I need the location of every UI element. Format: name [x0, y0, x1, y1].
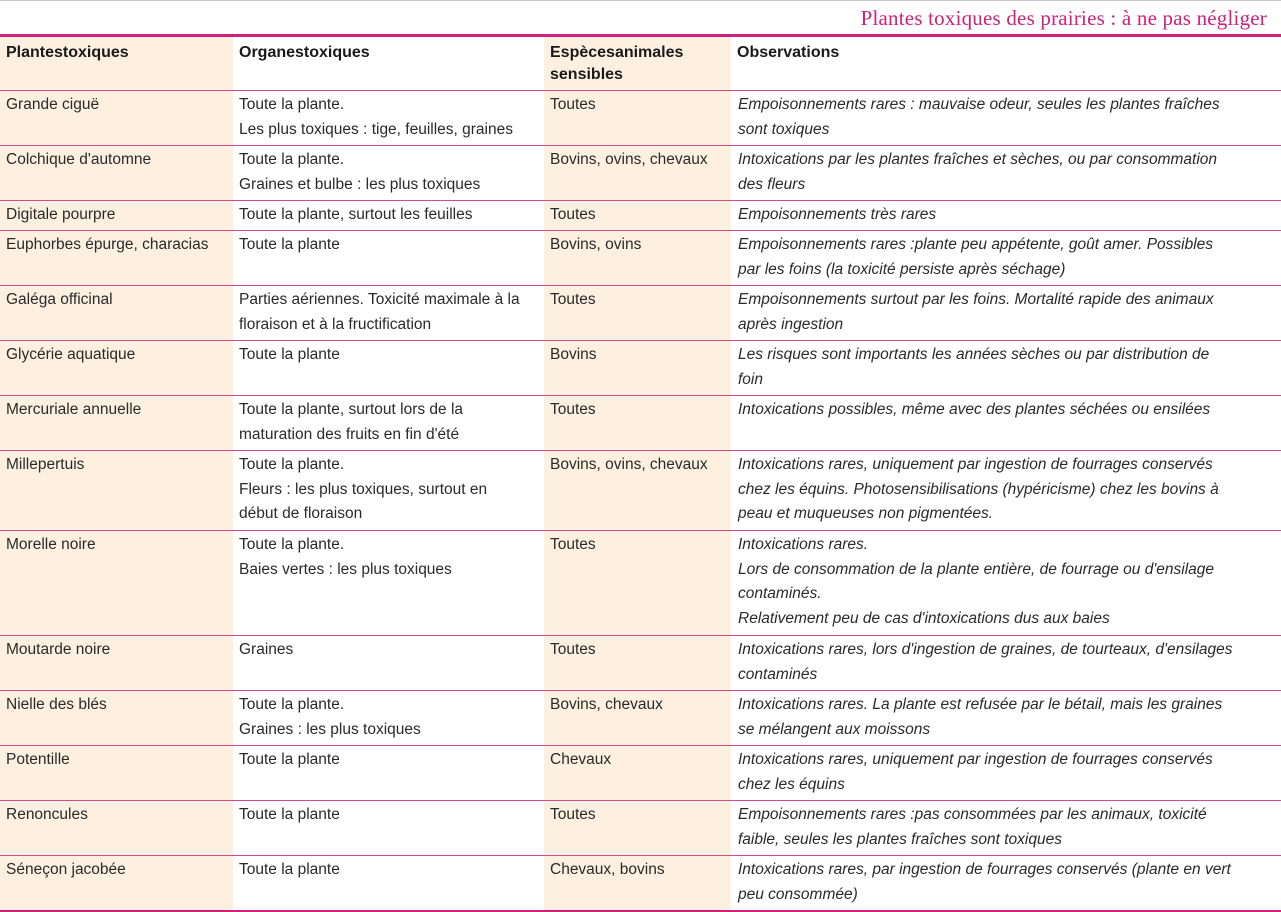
toxic-plants-table: [0, 34, 1281, 912]
cell-organs-line: Toute la plante, surtout les feuilles: [239, 206, 473, 223]
cell-observations: [731, 801, 1281, 856]
cell-observations-line: peau et muqueuses non pigmentées.: [738, 505, 994, 522]
cell-organs-line: Graines : les plus toxiques: [239, 720, 421, 738]
cell-observations-line: Empoisonnements rares : mauvaise odeur, seules les plantes fraîches: [738, 96, 1220, 113]
cell-observations-line: contaminés.: [738, 585, 822, 602]
cell-organs-line: Graines et bulbe : les plus toxiques: [239, 175, 481, 193]
table-row: [0, 286, 1281, 341]
cell-observations-line: Empoisonnements rares :plante peu appétente, goût amer. Possibles: [738, 236, 1214, 253]
cell-observations: [731, 451, 1281, 531]
cell-observations-line: Lors de consommation de la plante entière, de fourrage ou d'ensilage: [738, 560, 1215, 578]
cell-observations-line: faible, seules les plantes fraîches sont toxiques: [738, 830, 1062, 848]
cell-organs: [233, 801, 544, 856]
cell-observations-line: Intoxications possibles, même avec des plantes séchées ou ensilées: [738, 401, 1211, 418]
table-body: [0, 91, 1281, 911]
cell-plant: Potentille: [0, 746, 233, 801]
cell-species: Chevaux, bovins: [544, 856, 731, 911]
cell-observations-line: Empoisonnements très rares: [738, 206, 937, 223]
cell-observations-line: Intoxications rares, uniquement par ingestion de fourrages conservés: [738, 456, 1213, 473]
header-observations: Observations: [731, 36, 1281, 91]
cell-organs-line: Baies vertes : les plus toxiques: [239, 560, 452, 578]
cell-observations-line: Intoxications rares, par ingestion de fourrages conservés (plante en vert: [738, 861, 1231, 878]
cell-organs: [233, 531, 544, 636]
cell-observations-line: foin: [738, 370, 763, 388]
cell-species: Bovins, ovins, chevaux: [544, 451, 731, 531]
cell-plant: Séneçon jacobée: [0, 856, 233, 911]
cell-observations-line: peu consommée): [738, 885, 858, 903]
cell-organs: [233, 856, 544, 911]
cell-observations-line: Relativement peu de cas d'intoxications dus aux baies: [738, 609, 1110, 627]
cell-organs-line: Toute la plante: [239, 751, 340, 768]
cell-plant: Mercuriale annuelle: [0, 396, 233, 451]
cell-observations-line: Empoisonnements rares :pas consommées par les animaux, toxicité: [738, 806, 1207, 823]
cell-organs-line: Toute la plante: [239, 861, 340, 878]
cell-observations: [731, 636, 1281, 691]
cell-observations: [731, 286, 1281, 341]
table-row: [0, 856, 1281, 911]
cell-observations-line: se mélangent aux moissons: [738, 720, 931, 738]
table-header-row: [0, 36, 1281, 91]
cell-organs: [233, 91, 544, 146]
cell-organs-line: début de floraison: [239, 505, 363, 522]
cell-observations: [731, 746, 1281, 801]
cell-observations-line: Intoxications rares.: [738, 536, 869, 553]
cell-plant: Morelle noire: [0, 531, 233, 636]
cell-organs: [233, 691, 544, 746]
cell-organs-line: Toute la plante.: [239, 96, 345, 113]
cell-organs: [233, 231, 544, 286]
cell-organs-line: Toute la plante: [239, 236, 340, 253]
cell-organs-line: Toute la plante.: [239, 696, 345, 713]
cell-observations-line: Empoisonnements surtout par les foins. Mortalité rapide des animaux: [738, 291, 1214, 308]
cell-species: Toutes: [544, 801, 731, 856]
page-title: Plantes toxiques des prairies : à ne pas négliger: [860, 6, 1267, 30]
cell-organs: [233, 451, 544, 531]
cell-observations: [731, 231, 1281, 286]
cell-plant: Digitale pourpre: [0, 201, 233, 231]
cell-observations-line: Les risques sont importants les années sèches ou par distribution de: [738, 346, 1210, 363]
table-row: [0, 691, 1281, 746]
cell-observations: [731, 341, 1281, 396]
table-row: [0, 451, 1281, 531]
header-organs: Organestoxiques: [233, 36, 544, 91]
cell-observations: [731, 531, 1281, 636]
title-bar: [0, 0, 1281, 34]
cell-observations: [731, 91, 1281, 146]
table-row: [0, 636, 1281, 691]
cell-plant: Galéga officinal: [0, 286, 233, 341]
cell-plant: Renoncules: [0, 801, 233, 856]
table-row: [0, 201, 1281, 231]
cell-organs-line: Les plus toxiques : tige, feuilles, graines: [239, 120, 513, 138]
cell-species: Toutes: [544, 636, 731, 691]
cell-observations: [731, 146, 1281, 201]
cell-organs-line: Toute la plante.: [239, 456, 345, 473]
cell-observations-line: Intoxications rares, lors d'ingestion de graines, de tourteaux, d'ensilages: [738, 641, 1233, 658]
cell-organs-line: Toute la plante: [239, 806, 340, 823]
cell-organs-line: Graines: [239, 641, 294, 658]
table-row: [0, 146, 1281, 201]
cell-species: Toutes: [544, 201, 731, 231]
cell-organs: [233, 286, 544, 341]
cell-organs-line: Toute la plante, surtout lors de la: [239, 401, 464, 418]
cell-species: Toutes: [544, 286, 731, 341]
cell-plant: Nielle des blés: [0, 691, 233, 746]
cell-plant: Millepertuis: [0, 451, 233, 531]
cell-organs-line: Parties aériennes. Toxicité maximale à la: [239, 291, 520, 308]
cell-observations-line: chez les équins: [738, 775, 845, 793]
cell-organs: [233, 636, 544, 691]
table-row: [0, 531, 1281, 636]
cell-species: Bovins, chevaux: [544, 691, 731, 746]
cell-observations-line: Intoxications par les plantes fraîches et sèches, ou par consommation: [738, 151, 1218, 168]
cell-observations-line: des fleurs: [738, 175, 806, 193]
cell-species: Toutes: [544, 396, 731, 451]
cell-plant: Euphorbes épurge, characias: [0, 231, 233, 286]
cell-observations-line: sont toxiques: [738, 120, 830, 138]
cell-observations: [731, 201, 1281, 231]
cell-observations-line: chez les équins. Photosensibilisations (hypéricisme) chez les bovins à: [738, 480, 1219, 498]
cell-plant: Moutarde noire: [0, 636, 233, 691]
table-row: [0, 341, 1281, 396]
cell-observations: [731, 396, 1281, 451]
cell-observations-line: contaminés: [738, 665, 818, 683]
cell-species: Bovins: [544, 341, 731, 396]
table-row: [0, 231, 1281, 286]
cell-observations-line: après ingestion: [738, 315, 844, 333]
cell-observations: [731, 691, 1281, 746]
cell-species: Chevaux: [544, 746, 731, 801]
cell-organs-line: floraison et à la fructification: [239, 315, 432, 333]
cell-species: Bovins, ovins: [544, 231, 731, 286]
cell-organs: [233, 746, 544, 801]
cell-organs: [233, 396, 544, 451]
cell-organs-line: Toute la plante: [239, 346, 340, 363]
cell-plant: Glycérie aquatique: [0, 341, 233, 396]
cell-species: Toutes: [544, 91, 731, 146]
cell-organs-line: maturation des fruits en fin d'été: [239, 425, 460, 443]
header-plants: Plantestoxiques: [0, 36, 233, 91]
cell-organs-line: Toute la plante.: [239, 151, 345, 168]
cell-organs: [233, 146, 544, 201]
table-row: [0, 801, 1281, 856]
cell-species: Toutes: [544, 531, 731, 636]
table-row: [0, 396, 1281, 451]
cell-observations-line: par les foins (la toxicité persiste après séchage): [738, 260, 1066, 278]
cell-plant: Colchique d'automne: [0, 146, 233, 201]
cell-organs-line: Toute la plante.: [239, 536, 345, 553]
table-row: [0, 91, 1281, 146]
cell-observations-line: Intoxications rares, uniquement par ingestion de fourrages conservés: [738, 751, 1213, 768]
cell-organs: [233, 201, 544, 231]
cell-organs-line: Fleurs : les plus toxiques, surtout en: [239, 480, 488, 498]
table-row: [0, 746, 1281, 801]
cell-observations: [731, 856, 1281, 911]
cell-plant: Grande ciguë: [0, 91, 233, 146]
header-species: Espècesanimales sensibles: [544, 36, 731, 91]
cell-observations-line: Intoxications rares. La plante est refusée par le bétail, mais les graines: [738, 696, 1223, 713]
cell-organs: [233, 341, 544, 396]
cell-species: Bovins, ovins, chevaux: [544, 146, 731, 201]
